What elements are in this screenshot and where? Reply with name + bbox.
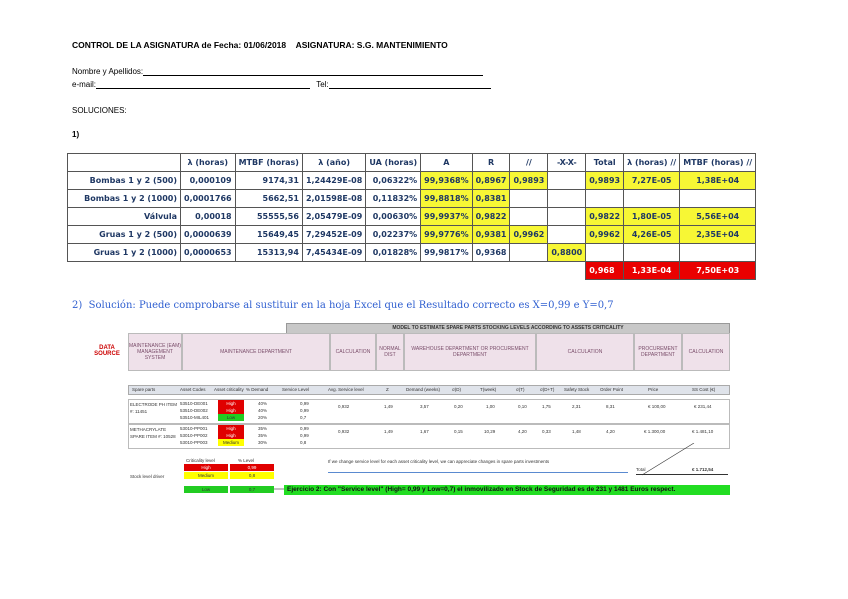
cell: 0,9962	[510, 226, 548, 244]
solution-2	[72, 300, 614, 311]
cell: 15313,94	[235, 244, 302, 262]
sd-demand: 0,15	[454, 429, 463, 434]
sheet-col-header: SS Cost (€)	[692, 387, 716, 392]
service-level: 0,99	[300, 401, 309, 406]
ss-cost: € 231,44	[694, 404, 712, 409]
legend-low: Low	[184, 486, 228, 493]
sheet-title: MODEL TO ESTIMATE SPARE PARTS STOCKING LEVELS ACCORDING TO ASSETS CRITICALITY	[286, 323, 730, 334]
cell: 15649,45	[235, 226, 302, 244]
table-header-row	[68, 154, 756, 172]
asset-code: 53010-PP002	[180, 433, 208, 438]
sheet-col-header: Z	[386, 387, 389, 392]
ss-cost: € 1.481,10	[692, 429, 714, 434]
legend-low-value[interactable]: 0,7	[230, 486, 274, 493]
asset-code: 53510-DE001	[180, 401, 208, 406]
col-header: R	[472, 154, 510, 172]
band-calculation-2: CALCULATION	[536, 333, 634, 371]
avg-service: 0,932	[338, 404, 350, 409]
service-level: 0,7	[300, 415, 307, 420]
legend-header: % Level	[238, 458, 255, 463]
sheet-col-header: Service Level	[282, 387, 310, 392]
table-row	[68, 226, 756, 244]
question-1-label: 1)	[72, 130, 80, 139]
sheet-col-header: % Demand	[246, 387, 269, 392]
col-header: λ (horas)	[181, 154, 236, 172]
band-eam: MAINTENANCE (EAM) MANAGEMENT SYSTEM	[128, 333, 182, 371]
table-row	[68, 244, 756, 262]
solution-2-text: Solución: Puede comprobarse al sustituir en la hoja Excel que el Resultado correcto es X=0,99 e Y=0,7	[88, 300, 614, 311]
cell: 0,8381	[472, 190, 510, 208]
email-blank[interactable]	[96, 79, 310, 89]
criticality-high: High	[218, 400, 244, 407]
price: € 1.300,00	[644, 429, 666, 434]
solution-2-number: 2)	[72, 300, 83, 311]
criticality-high: High	[218, 432, 244, 439]
title-right: ASIGNATURA: S.G. MANTENIMIENTO	[295, 40, 448, 50]
cell	[680, 190, 756, 208]
cell: 0,0000639	[181, 226, 236, 244]
col-header: Total	[586, 154, 624, 172]
cell: 99,9368%	[421, 172, 472, 190]
sd-time: 0,10	[518, 404, 527, 409]
asset-code: 53010-PP003	[180, 440, 208, 445]
cell: 1,24429E-08	[302, 172, 365, 190]
cell: 7,27E-05	[624, 172, 680, 190]
row-label: Válvula	[68, 208, 181, 226]
demand: 3,57	[420, 404, 429, 409]
reliability-table	[67, 153, 756, 280]
cell	[510, 190, 548, 208]
cell: 99,9817%	[421, 244, 472, 262]
demand-pct: 35%	[258, 426, 268, 431]
asset-code: 53010-PP001	[180, 426, 208, 431]
cell: 5662,51	[235, 190, 302, 208]
sheet-col-header: Avg. Service level	[328, 387, 364, 392]
totals-row	[68, 262, 756, 280]
cell: 0,9368	[472, 244, 510, 262]
cell: 9174,31	[235, 172, 302, 190]
cell	[586, 244, 624, 262]
sheet-col-header: Price	[648, 387, 659, 392]
table-row	[68, 172, 756, 190]
legend-high-value[interactable]: 0,99	[230, 464, 274, 471]
cell: 0,8967	[472, 172, 510, 190]
table-row	[68, 190, 756, 208]
service-level: 0,99	[300, 433, 309, 438]
email-label: e-mail:	[72, 80, 97, 89]
total-label: Total	[636, 467, 646, 472]
cell: 99,9937%	[421, 208, 472, 226]
criticality-low: Low	[218, 414, 244, 421]
cell	[548, 226, 586, 244]
sheet-col-header: σ(D)	[452, 387, 462, 392]
tel-blank[interactable]	[329, 79, 491, 89]
demand-pct: 40%	[258, 401, 268, 406]
page-title	[72, 40, 448, 50]
exercise-2-banner: Ejercicio 2: Con "Service level" (High= 0,99 y Low=0,7) el inmovilizado en Stock de Seguridad es de 231 y 1481 Euros respect.	[284, 485, 730, 495]
lead-time: 1,00	[486, 404, 495, 409]
cell: 0,9893	[586, 172, 624, 190]
safety-stock: 2,31	[572, 404, 581, 409]
row-label: Bombas 1 y 2 (500)	[68, 172, 181, 190]
cell: 0,9822	[586, 208, 624, 226]
title-left: CONTROL DE LA ASIGNATURA de Fecha: 01/06/2018	[72, 40, 287, 50]
criticality-medium: Medium	[218, 439, 244, 446]
sd-combined: 0,33	[542, 429, 551, 434]
demand: 1,67	[420, 429, 429, 434]
sheet-col-header: Demand (weeks)	[406, 387, 441, 392]
name-label: Nombre y Apellidos:	[72, 67, 144, 76]
cell: 0,000109	[181, 172, 236, 190]
criticality-high: High	[218, 425, 244, 432]
col-header: UA (horas)	[366, 154, 421, 172]
cell: 99,8818%	[421, 190, 472, 208]
sheet-col-header: σ(D+T)	[540, 387, 555, 392]
sheet-note: If we change service level for each asset criticality level, we can appreciate changes in spare parts investments	[328, 459, 550, 464]
cell	[624, 190, 680, 208]
cell: 1,80E-05	[624, 208, 680, 226]
sheet-col-header: T(week)	[480, 387, 497, 392]
cell: 0,00018	[181, 208, 236, 226]
band-data-source: DATA SOURCE	[88, 333, 126, 369]
col-header: A	[421, 154, 472, 172]
order-point: 8,31	[606, 404, 615, 409]
cell: 1,38E+04	[680, 172, 756, 190]
band-procurement: PROCUREMENT DEPARTMENT	[634, 333, 682, 371]
total-cell: 7,50E+03	[680, 262, 756, 280]
solutions-label: SOLUCIONES:	[72, 106, 127, 115]
cell: 0,01828%	[366, 244, 421, 262]
band-maintenance: MAINTENANCE DEPARTMENT	[182, 333, 330, 371]
service-level: 0,99	[300, 408, 309, 413]
col-header	[68, 154, 181, 172]
sheet-col-header: Asset Codes	[180, 387, 206, 392]
lead-time: 10,29	[484, 429, 496, 434]
col-header: λ (año)	[302, 154, 365, 172]
table-row	[68, 208, 756, 226]
sd-combined: 1,75	[542, 404, 551, 409]
sd-demand: 0,20	[454, 404, 463, 409]
z-value: 1,49	[384, 404, 393, 409]
legend-medium: Medium	[184, 472, 228, 479]
cell: 7,29452E-09	[302, 226, 365, 244]
avg-service: 0,932	[338, 429, 350, 434]
spare-part-name: METHACRYLATE SPARE ITEM #: 10528	[130, 427, 176, 439]
sd-time: 4,20	[518, 429, 527, 434]
cell: 0,9381	[472, 226, 510, 244]
cell: 0,06322%	[366, 172, 421, 190]
tel-label: Tel:	[316, 80, 329, 89]
cell: 0,8800	[548, 244, 586, 262]
cell: 5,56E+04	[680, 208, 756, 226]
cell: 0,11832%	[366, 190, 421, 208]
sheet-col-header: Asset criticality	[214, 387, 244, 392]
col-header: //	[510, 154, 548, 172]
cell: 0,00630%	[366, 208, 421, 226]
sheet-col-header: Order Point	[600, 387, 624, 392]
cell	[548, 208, 586, 226]
band-warehouse: WAREHOUSE DEPARTMENT OR PROCUREMENT DEPARTMENT	[404, 333, 536, 371]
demand-pct: 30%	[258, 440, 268, 445]
band-calculation-1: CALCULATION	[330, 333, 376, 371]
cell: 7,45434E-09	[302, 244, 365, 262]
band-calculation-3: CALCULATION	[682, 333, 730, 371]
cell: 0,9822	[472, 208, 510, 226]
legend-medium-value[interactable]: 0,8	[230, 472, 274, 479]
cell	[510, 244, 548, 262]
cell: 55555,56	[235, 208, 302, 226]
demand-pct: 35%	[258, 433, 268, 438]
price: € 100,00	[648, 404, 666, 409]
service-level: 0,8	[300, 440, 307, 445]
order-point: 4,20	[606, 429, 615, 434]
cell	[510, 208, 548, 226]
row-label: Bombas 1 y 2 (1000)	[68, 190, 181, 208]
sheet-col-header: Spare parts	[132, 387, 156, 392]
cell: 2,05479E-09	[302, 208, 365, 226]
cell: 0,0001766	[181, 190, 236, 208]
cell	[680, 244, 756, 262]
row-label: Gruas 1 y 2 (500)	[68, 226, 181, 244]
total-cell: 0,968	[586, 262, 624, 280]
spreadsheet-screenshot	[88, 323, 732, 499]
stock-driver-label: Stock level driver	[130, 474, 165, 479]
col-header: MTBF (horas)	[235, 154, 302, 172]
cell	[548, 190, 586, 208]
name-line	[72, 66, 483, 76]
cell: 0,9893	[510, 172, 548, 190]
asset-code: 53510-MIL401	[180, 415, 210, 420]
total-cell: 1,33E-04	[624, 262, 680, 280]
band-normal-dist: NORMAL DIST	[376, 333, 404, 371]
cell: 2,01598E-08	[302, 190, 365, 208]
col-header: -X-X-	[548, 154, 586, 172]
cell	[548, 172, 586, 190]
safety-stock: 1,48	[572, 429, 581, 434]
cell	[586, 190, 624, 208]
cell	[624, 244, 680, 262]
criticality-high: High	[218, 407, 244, 414]
total-value: € 1.712,54	[692, 467, 714, 472]
legend-header: Criticality level	[186, 458, 215, 463]
email-line	[72, 79, 491, 89]
cell: 2,35E+04	[680, 226, 756, 244]
cell: 4,26E-05	[624, 226, 680, 244]
row-label: Gruas 1 y 2 (1000)	[68, 244, 181, 262]
name-blank[interactable]	[143, 66, 483, 76]
spare-part-name: ELECTRODE PH ITEM #: 11451	[130, 402, 178, 414]
sheet-col-header: Safety Stock	[564, 387, 590, 392]
service-level: 0,99	[300, 426, 309, 431]
legend-high: High	[184, 464, 228, 471]
demand-pct: 40%	[258, 408, 268, 413]
sheet-col-header: σ(T)	[516, 387, 525, 392]
z-value: 1,49	[384, 429, 393, 434]
col-header: MTBF (horas) //	[680, 154, 756, 172]
asset-code: 53510-DE002	[180, 408, 208, 413]
cell: 0,0000653	[181, 244, 236, 262]
demand-pct: 20%	[258, 415, 268, 420]
cell: 99,9776%	[421, 226, 472, 244]
cell: 0,02237%	[366, 226, 421, 244]
col-header: λ (horas) //	[624, 154, 680, 172]
cell: 0,9962	[586, 226, 624, 244]
